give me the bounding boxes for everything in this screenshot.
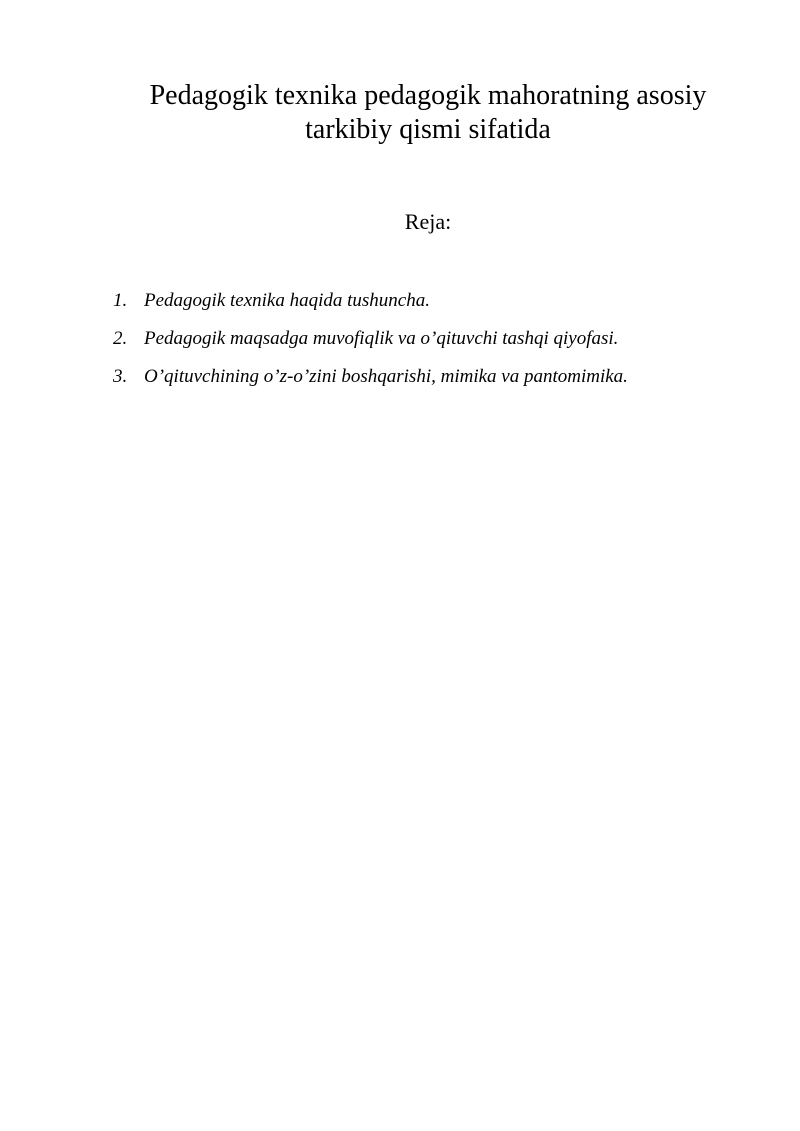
plan-item-3 (113, 364, 773, 389)
plan-heading: Reja: (404, 209, 452, 234)
plan-item-text: Pedagogik texnika haqida tushuncha. (144, 290, 430, 311)
title-line-1: Pedagogik texnika pedagogik mahoratning asosiy (149, 80, 707, 111)
plan-list (113, 288, 773, 402)
title-line-2: tarkibiy qismi sifatida (305, 114, 551, 145)
plan-item-number: 1. (113, 290, 128, 311)
plan-item-text: Pedagogik maqsadga muvofiqlik va o’qituvchi tashqi qiyofasi. (144, 328, 619, 349)
plan-item-text: O’qituvchining o’z-o’zini boshqarishi, mimika va pantomimika. (144, 366, 628, 387)
plan-item-2 (113, 326, 773, 351)
plan-item-number: 2. (113, 328, 128, 349)
document-title (100, 79, 756, 147)
plan-item-1 (113, 288, 773, 313)
plan-item-number: 3. (113, 366, 128, 387)
